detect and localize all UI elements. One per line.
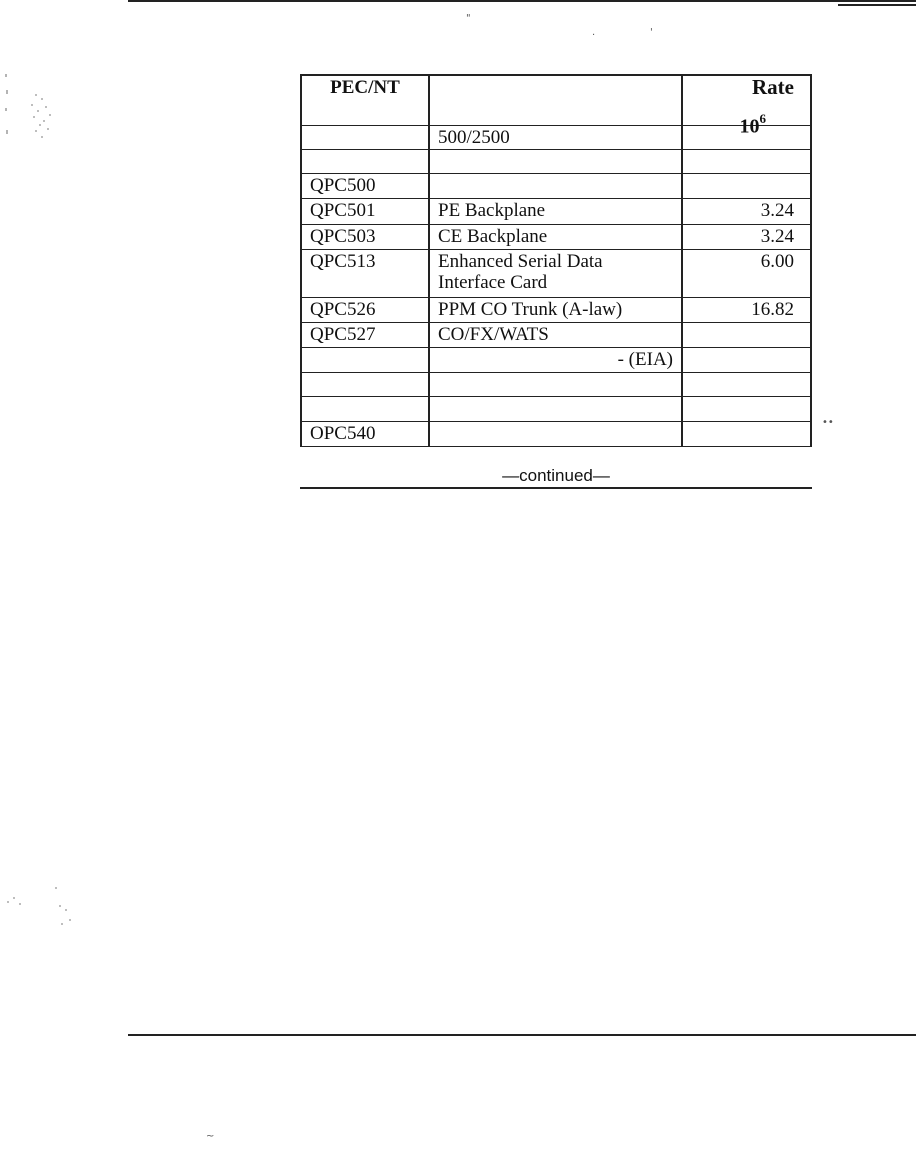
component-rate-table [300, 74, 812, 447]
header-rate [683, 75, 810, 138]
continued-label: —continued— [502, 466, 610, 485]
cell-rate: 16.82 [751, 299, 794, 320]
scan-noise-upper-left [22, 85, 62, 155]
cell-pec: QPC503 [302, 225, 430, 249]
cell-rate [683, 397, 810, 421]
cell-description: CO/FX/WATS [430, 323, 683, 347]
cell-description: PPM CO Trunk (A-law) [430, 298, 683, 322]
cell-description: PE Backplane [430, 199, 683, 224]
bottom-rule [128, 1034, 916, 1036]
table-row [300, 422, 812, 447]
table-row [300, 150, 812, 174]
table-row [300, 225, 812, 250]
scan-speck-bottom-left: ~ [206, 1131, 215, 1142]
cell-description [430, 373, 683, 396]
cell-pec: QPC513 [302, 250, 430, 297]
cell-rate [683, 323, 810, 347]
cell-description [430, 397, 683, 421]
top-right-rule-accent [838, 4, 916, 6]
table-row [300, 174, 812, 199]
cell-pec [302, 150, 430, 173]
cell-pec [302, 126, 430, 149]
cell-pec: QPC501 [302, 199, 430, 224]
table-bottom-rule [300, 487, 812, 489]
cell-rate [683, 174, 810, 198]
cell-rate [683, 150, 810, 173]
table-row [300, 199, 812, 225]
cell-description: - (EIA) [430, 348, 683, 372]
table-row [300, 126, 812, 150]
scan-noise-left-edge [2, 70, 12, 150]
table-row [300, 250, 812, 298]
cell-pec: QPC527 [302, 323, 430, 347]
cell-description-line2: Interface Card [438, 272, 548, 293]
cell-description-line1: Enhanced Serial Data [438, 251, 603, 272]
cell-pec [302, 348, 430, 372]
scan-speck-top-1: " [466, 13, 471, 24]
header-description [430, 76, 683, 125]
table-row [300, 397, 812, 422]
cell-description [430, 422, 683, 446]
cell-rate [683, 126, 810, 149]
cell-rate [683, 348, 810, 372]
table-row [300, 373, 812, 397]
cell-pec: QPC526 [302, 298, 430, 322]
header-rate-base: 10 [739, 115, 760, 138]
cell-pec: QPC500 [302, 174, 430, 198]
scan-noise-lower-left [0, 880, 90, 930]
cell-rate: 3.24 [760, 226, 794, 247]
cell-pec [302, 373, 430, 396]
header-rate-label: Rate [752, 75, 794, 99]
cell-pec [302, 397, 430, 421]
cell-description [430, 150, 683, 173]
header-pec-nt: PEC/NT [302, 76, 430, 125]
table-row [300, 298, 812, 323]
cell-pec: OPC540 [302, 422, 430, 446]
cell-rate [683, 373, 810, 396]
cell-rate: 3.24 [760, 200, 794, 221]
scan-speck-top-3: ' [650, 27, 653, 38]
cell-description: CE Backplane [430, 225, 683, 249]
header-rate-exponent: 6 [759, 111, 766, 126]
cell-rate [683, 422, 810, 446]
cell-description: 500/2500 [430, 126, 683, 149]
table-row [300, 348, 812, 373]
top-rule [128, 0, 916, 2]
cell-description [430, 174, 683, 198]
table-row [300, 323, 812, 348]
cell-rate: 6.00 [760, 251, 794, 272]
scan-speck-top-2: . [592, 27, 596, 38]
scan-speck-right: •• [822, 417, 834, 428]
cell-description [430, 250, 683, 297]
